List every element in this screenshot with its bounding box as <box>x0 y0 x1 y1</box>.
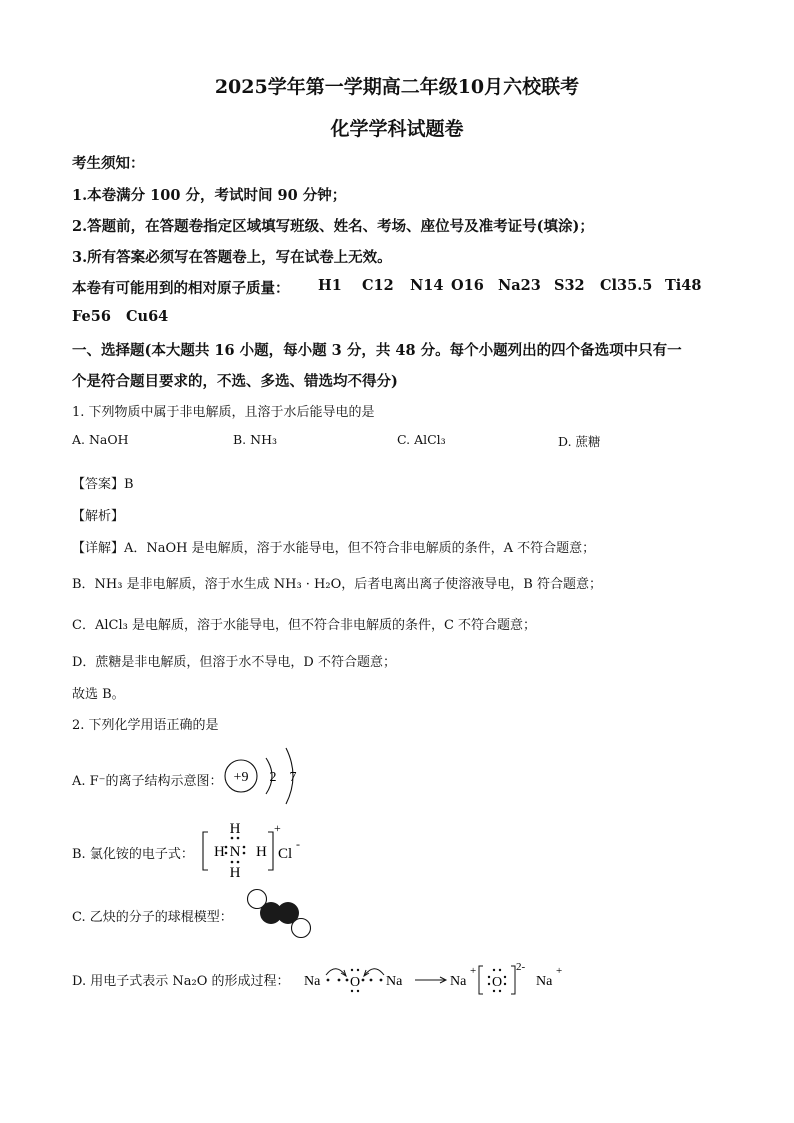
question-1-stem: 1. 下列物质中属于非电解质，且溶于水后能导电的是 <box>72 405 375 420</box>
detail-line: B．NH₃ 是非电解质，溶于水生成 NH₃ · H₂O，后者电离出离子使溶液导电，B 符合题意； <box>72 577 602 592</box>
q1-option-c: C. AlCl₃ <box>397 432 446 447</box>
svg-text:O: O <box>491 975 503 990</box>
q2-option-a-label: A. F⁻的离子结构示意图： <box>72 774 223 789</box>
detail-line: D．蔗糖是非电解质，但溶于水不导电，D 不符合题意； <box>72 655 396 670</box>
exam-title: 2025学年第一学期高二年级10月六校联考 <box>214 76 580 98</box>
atomic-mass: C12 <box>362 277 394 294</box>
atomic-mass: Fe56 <box>72 308 111 325</box>
notice-heading: 考生须知： <box>72 155 145 172</box>
svg-text:Na: Na <box>386 974 403 989</box>
atomic-mass: N14 <box>410 277 444 294</box>
svg-text:-: - <box>296 837 300 851</box>
svg-text:Na: Na <box>304 974 321 989</box>
shell-2-electrons: 7 <box>289 770 297 785</box>
svg-text:H: H <box>256 844 267 860</box>
svg-text:N: N <box>229 844 241 860</box>
detail-line: 故选 B。 <box>72 687 125 702</box>
detail-line: 【详解】A．NaOH 是电解质，溶于水能导电，但不符合非电解质的条件，A 不符合题意； <box>72 541 596 556</box>
ion-structure-diagram <box>222 744 306 810</box>
svg-text:+: + <box>274 821 281 835</box>
answer-tag: 【答案】B <box>72 477 134 492</box>
section-heading: 一、选择题(本大题共 16 小题，每小题 3 分，共 48 分。每个小题列出的四个备选项中只有一 <box>72 342 682 359</box>
q2-option-c-label: C. 乙炔的分子的球棍模型： <box>72 910 233 925</box>
atomic-mass: Cl35.5 <box>600 277 653 294</box>
question-2-stem: 2. 下列化学用语正确的是 <box>72 718 219 733</box>
svg-text:H: H <box>229 865 241 880</box>
notice-item: 2.答题前，在答题卷指定区域填写班级、姓名、考场、座位号及准考证号(填涂)； <box>72 218 594 235</box>
svg-text:Na: Na <box>450 974 467 989</box>
svg-text:+: + <box>470 965 477 977</box>
atomic-mass: H1 <box>318 277 342 294</box>
analysis-tag: 【解析】 <box>72 509 125 524</box>
electron-formula-nh4cl <box>198 818 308 880</box>
notice-item: 3.所有答案必须写在答题卷上，写在试卷上无效。 <box>72 249 392 266</box>
atomic-mass: S32 <box>554 277 585 294</box>
notice-item: 1.本卷满分 100 分，考试时间 90 分钟； <box>72 187 347 204</box>
svg-text:Na: Na <box>536 974 553 989</box>
nucleus-charge: +9 <box>233 770 249 785</box>
section-heading-cont: 个是符合题目要求的，不选、多选、错选均不得分) <box>72 373 398 390</box>
q1-option-d: D. 蔗糖 <box>558 434 601 449</box>
svg-text:2-: 2- <box>516 961 526 973</box>
svg-text:Cl: Cl <box>278 846 293 862</box>
exam-subtitle: 化学学科试题卷 <box>330 118 464 140</box>
atomic-mass: Cu64 <box>126 308 169 325</box>
na2o-formation-process <box>300 958 570 1000</box>
atomic-mass: O16 <box>451 277 484 294</box>
svg-text:O: O <box>349 975 361 990</box>
shell-1-electrons: 2 <box>269 770 277 785</box>
svg-text:H: H <box>214 844 225 860</box>
q1-option-a: A. NaOH <box>72 432 129 447</box>
q1-option-b: B. NH₃ <box>233 432 277 447</box>
svg-text:+: + <box>556 965 563 977</box>
detail-line: C．AlCl₃ 是电解质，溶于水能导电，但不符合非电解质的条件，C 不符合题意； <box>72 618 537 633</box>
q2-option-b-label: B. 氯化铵的电子式： <box>72 847 194 862</box>
atomic-mass-label: 本卷有可能用到的相对原子质量： <box>72 280 290 297</box>
atomic-mass: Na23 <box>498 277 541 294</box>
carbon-atom <box>277 902 299 924</box>
q2-option-d-label: D. 用电子式表示 Na₂O 的形成过程： <box>72 974 290 989</box>
atomic-mass: Ti48 <box>665 277 702 294</box>
svg-text:H: H <box>229 821 241 837</box>
acetylene-ball-stick-model <box>244 886 318 942</box>
